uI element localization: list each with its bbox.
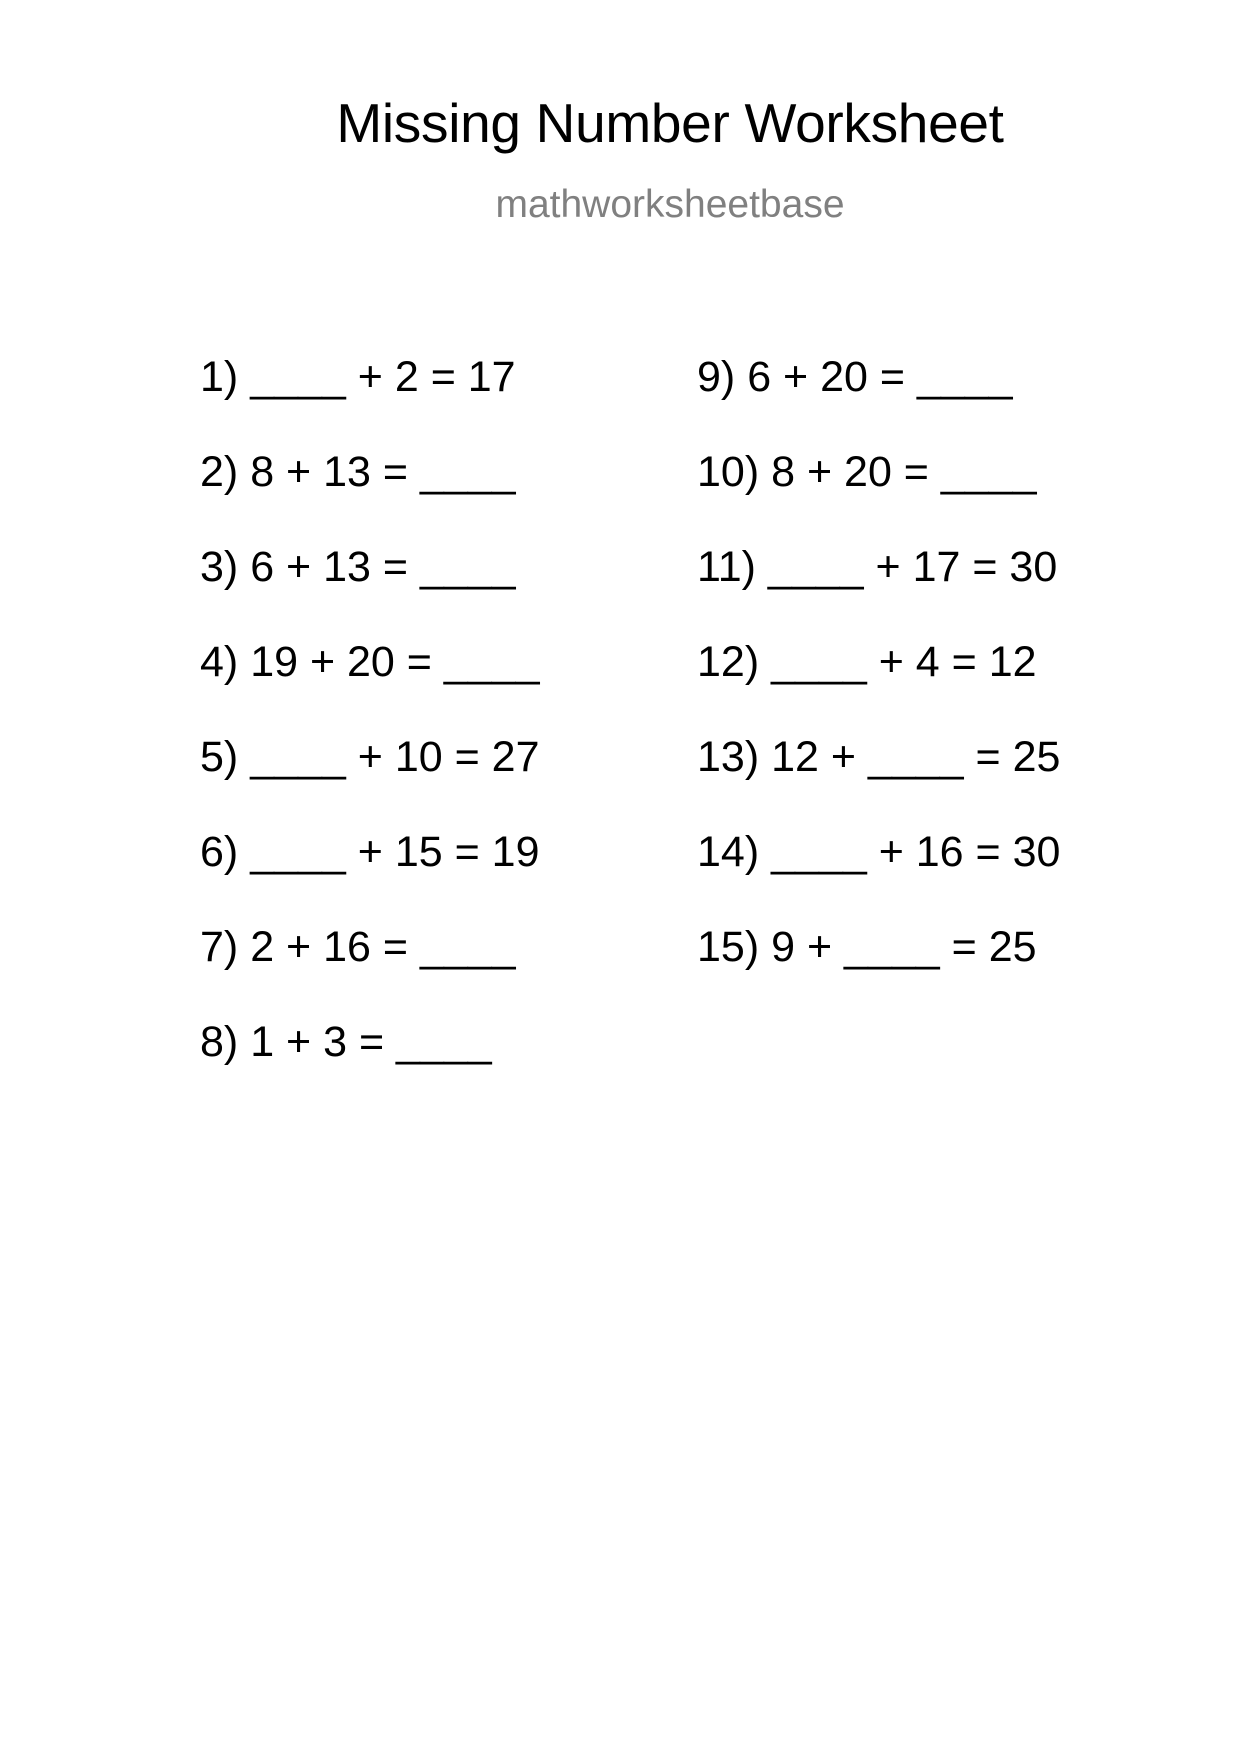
problem-number: 1) <box>200 353 239 401</box>
problem-7 <box>200 922 540 1017</box>
problem-number: 12) <box>697 638 760 686</box>
problem-expression: 2 + 16 = ____ <box>250 923 516 971</box>
problem-13 <box>697 732 1060 827</box>
problem-expression: ____ + 15 = 19 <box>250 828 540 876</box>
problem-expression: ____ + 16 = 30 <box>771 828 1061 876</box>
problem-expression: 6 + 13 = ____ <box>250 543 516 591</box>
problem-1 <box>200 352 540 447</box>
problem-number: 6) <box>200 828 239 876</box>
problem-number: 2) <box>200 448 239 496</box>
problem-number: 10) <box>697 448 760 496</box>
problem-number: 5) <box>200 733 239 781</box>
problem-15 <box>697 922 1060 1017</box>
problems-left-column <box>200 352 540 1112</box>
problems-right-column <box>697 352 1060 1017</box>
worksheet-title: Missing Number Worksheet <box>336 92 1004 154</box>
problem-number: 8) <box>200 1018 239 1066</box>
problem-expression: 8 + 13 = ____ <box>250 448 516 496</box>
problem-number: 13) <box>697 733 760 781</box>
problem-4 <box>200 637 540 732</box>
problem-expression: 19 + 20 = ____ <box>250 638 540 686</box>
problem-number: 15) <box>697 923 760 971</box>
problem-expression: 1 + 3 = ____ <box>250 1018 492 1066</box>
problem-number: 11) <box>697 543 756 591</box>
problem-14 <box>697 827 1060 922</box>
problem-expression: 12 + ____ = 25 <box>771 733 1061 781</box>
problem-11 <box>697 542 1060 637</box>
problem-number: 4) <box>200 638 239 686</box>
problem-9 <box>697 352 1060 447</box>
problem-number: 14) <box>697 828 760 876</box>
problem-8 <box>200 1017 540 1112</box>
problem-number: 9) <box>697 353 736 401</box>
problem-3 <box>200 542 540 637</box>
problem-expression: ____ + 2 = 17 <box>250 353 516 401</box>
problem-number: 7) <box>200 923 239 971</box>
problem-2 <box>200 447 540 542</box>
problem-expression: 9 + ____ = 25 <box>771 923 1037 971</box>
problem-expression: 6 + 20 = ____ <box>747 353 1013 401</box>
problem-10 <box>697 447 1060 542</box>
problem-number: 3) <box>200 543 239 591</box>
problem-expression: 8 + 20 = ____ <box>771 448 1037 496</box>
problem-expression: ____ + 10 = 27 <box>250 733 540 781</box>
problem-5 <box>200 732 540 827</box>
worksheet-subtitle: mathworksheetbase <box>495 183 845 226</box>
problem-expression: ____ + 17 = 30 <box>767 543 1058 591</box>
problem-6 <box>200 827 540 922</box>
problem-expression: ____ + 4 = 12 <box>771 638 1037 686</box>
problem-12 <box>697 637 1060 732</box>
